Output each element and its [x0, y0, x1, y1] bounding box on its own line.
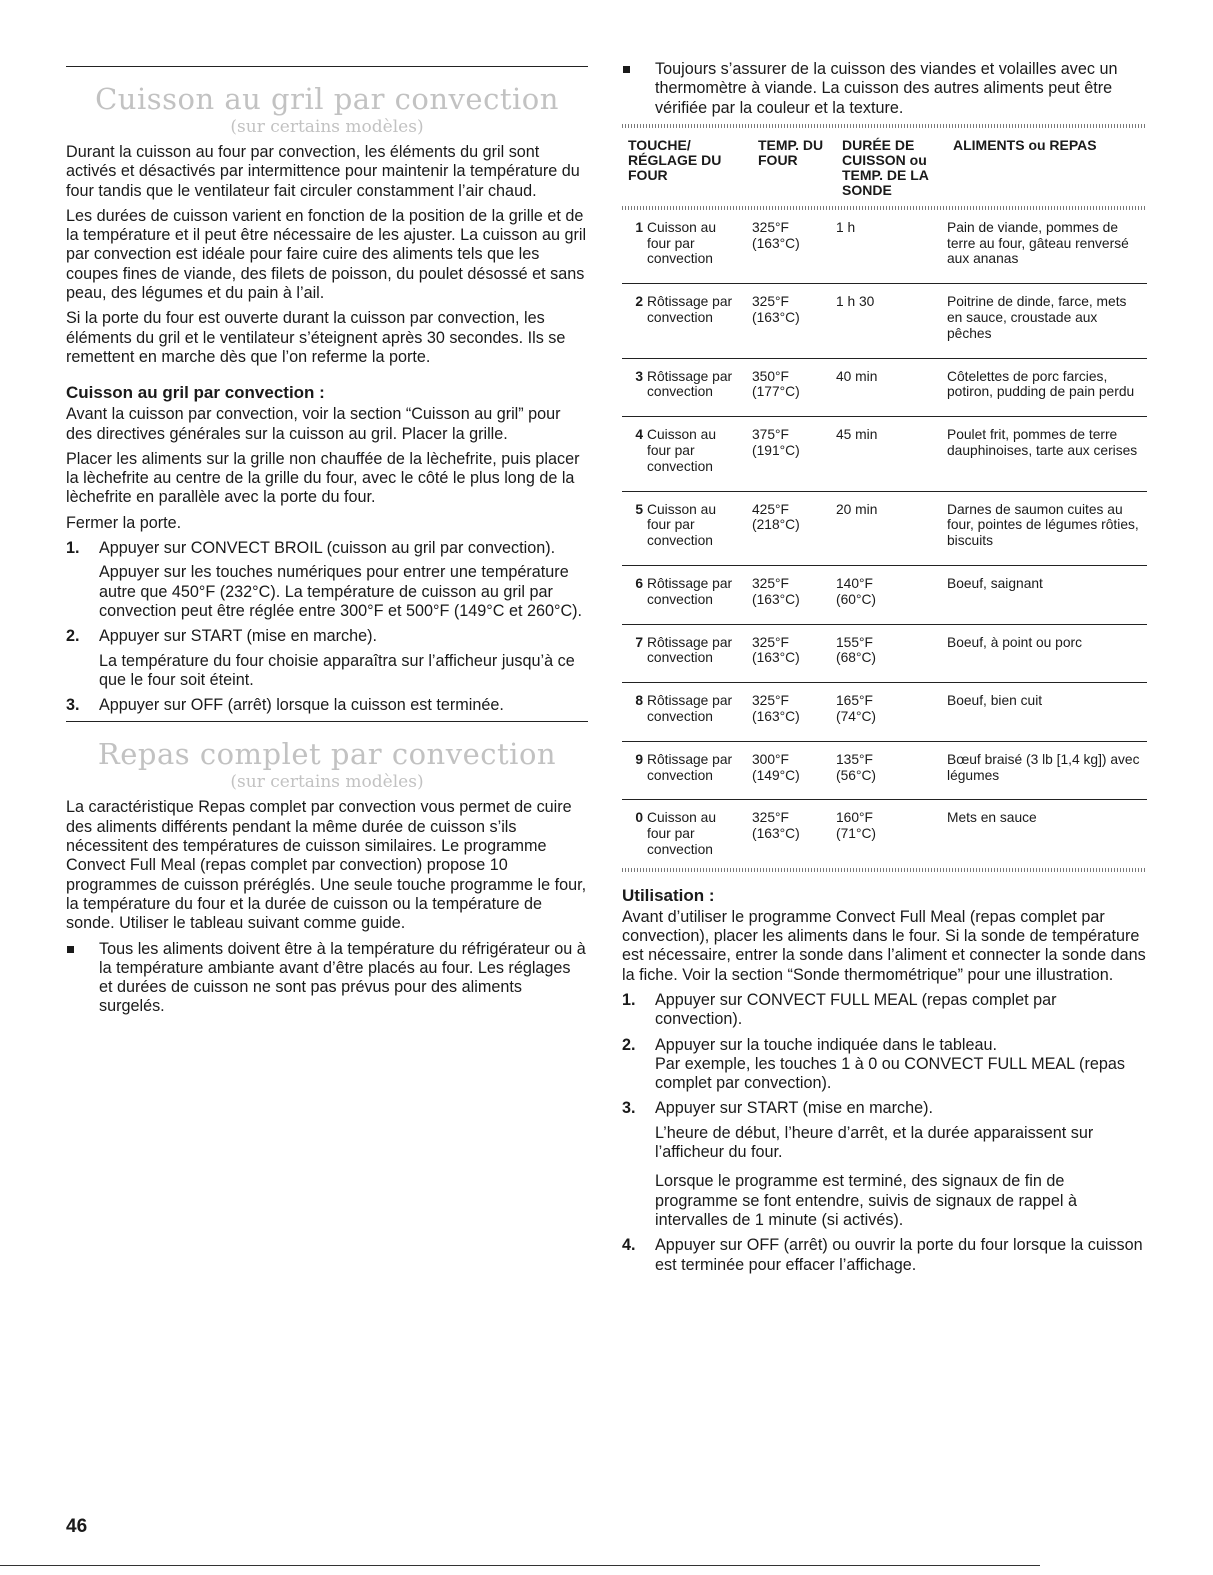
cell-food — [947, 683, 1147, 742]
temp-c: (191°C) — [752, 443, 800, 459]
cell-food — [947, 358, 1147, 417]
temp-f: 425°F — [752, 501, 789, 517]
food-text: Côtelettes de porc farcies, potiron, pudding de pain perdu — [947, 368, 1135, 400]
food-text: Darnes de saumon cuites au four, pointes de légumes rôties, biscuits — [947, 501, 1139, 549]
step-text: Appuyer sur CONVECT FULL MEAL (repas complet par convection). — [655, 991, 1057, 1029]
cell-setting — [622, 417, 752, 491]
duration-value: 140°F — [836, 576, 873, 592]
program-setting: Rôtissage par convection — [647, 751, 733, 783]
paragraph: Les durées de cuisson varient en fonction de la position de la grille et de la température et il peut être nécessaire de les ajuster. La cuisson au gril par convection est idéale pour faire cuire des aliments tels que les coupes fines de viande, des filets de poisson, du poulet désossé et sans peau, des légumes et du pain à l’ail. — [66, 206, 587, 303]
temp-f: 325°F — [752, 810, 789, 826]
paragraph: Avant la cuisson par convection, voir la section “Cuisson au gril” pour des directives générales sur la cuisson au gril. Placer la grille. — [66, 405, 561, 443]
program-key: 3 — [635, 368, 643, 384]
temp-c: (163°C) — [752, 709, 800, 725]
program-setting: Rôtissage par convection — [647, 693, 733, 725]
cell-setting — [622, 284, 752, 358]
step-item — [66, 627, 588, 690]
section-subtitle: (sur certains modèles) — [230, 117, 424, 137]
step-text: Appuyer sur START (mise en marche). — [655, 1099, 933, 1118]
cell-food — [947, 741, 1147, 800]
paragraph: Placer les aliments sur la grille non chauffée de la lèchefrite, puis placer la lèchefrite au centre de la grille du four, avec le côté le plus long de la lèchefrite en parallèle avec la porte du four. — [66, 449, 580, 507]
section-subtitle: (sur certains modèles) — [230, 772, 424, 793]
broil-steps-list — [66, 539, 588, 715]
duration-value: 1 h 30 — [836, 294, 875, 310]
section-title-convect-broil: Cuisson au gril par convection — [95, 82, 559, 116]
paragraph: Avant d’utiliser le programme Convect Full Meal (repas complet par convection), placer les aliments dans le four. Si la sonde de température est nécessaire, entrer la sonde dans l’aliment et connecter la sonde dans la fiche. Voir la section “Sonde thermométrique” pour une illustration. — [622, 907, 1146, 984]
usage-steps-list — [622, 991, 1147, 1275]
step-detail: Appuyer sur les touches numériques pour entrer une température autre que 450°F (232°C). La température de cuisson au gril par convection peut être réglée entre 300°F et 500°F (149°C et 260°C). — [99, 563, 583, 620]
bullet-item — [66, 940, 588, 1017]
temp-c: (218°C) — [752, 517, 800, 533]
duration-value: 40 min — [836, 368, 878, 384]
temp-f: 325°F — [752, 576, 789, 592]
temp-c: (163°C) — [752, 310, 800, 326]
duration-value: 20 min — [836, 501, 878, 517]
duration-celsius: (68°C) — [836, 650, 877, 666]
program-key: 8 — [635, 693, 643, 709]
column-header: ALIMENTS ou REPAS — [953, 136, 1097, 153]
cell-food — [947, 624, 1147, 683]
paragraph: Durant la cuisson au four par convection, les éléments du gril sont activés et désactivés par intermittence pour maintenir la température du four tandis que le ventilateur fait circuler constamment l’air chaud. — [66, 143, 580, 200]
program-key: 9 — [635, 751, 643, 767]
temp-f: 325°F — [752, 219, 789, 235]
step-number: 1. — [66, 539, 80, 558]
step-number: 3. — [66, 696, 80, 715]
temp-f: 325°F — [752, 693, 789, 709]
food-text: Boeuf, à point ou porc — [947, 634, 1082, 650]
paragraph: Si la porte du four est ouverte durant la cuisson par convection, les éléments du gril et le ventilateur s’éteignent après 30 secondes. Ils se remettent en marche dès que l’on referme la porte. — [66, 309, 566, 366]
table-row — [622, 417, 1147, 491]
food-text: Pain de viande, pommes de terre au four, gâteau renversé aux ananas — [947, 219, 1129, 267]
food-text: Boeuf, bien cuit — [947, 693, 1043, 709]
duration-celsius: (71°C) — [836, 826, 877, 842]
step-item — [66, 696, 588, 715]
step-number: 1. — [622, 991, 636, 1009]
cell-duration — [836, 284, 947, 358]
program-key: 6 — [635, 576, 643, 592]
cell-food — [947, 284, 1147, 358]
bullet-item — [622, 60, 1147, 118]
temp-f: 325°F — [752, 634, 789, 650]
dotted-divider — [622, 868, 1147, 872]
duration-celsius: (56°C) — [836, 767, 877, 783]
cell-duration — [836, 417, 947, 491]
food-text: Boeuf, saignant — [947, 576, 1043, 592]
page-number: 46 — [66, 1516, 88, 1537]
cell-temp — [752, 624, 836, 683]
step-item — [622, 1236, 1147, 1275]
step-detail: Lorsque le programme est terminé, des signaux de fin de programme se font entendre, suivis de signaux de rappel à intervalles de 1 minute (si activés). — [655, 1172, 1078, 1229]
section-title-full-meal: Repas complet par convection — [97, 737, 557, 772]
cell-setting — [622, 683, 752, 742]
cell-duration — [836, 358, 947, 417]
step-detail: La température du four choisie apparaîtra sur l’afficheur jusqu’à ce que le four soit éteint. — [99, 651, 575, 689]
step-detail: Par exemple, les touches 1 à 0 ou CONVECT FULL MEAL (repas complet par convection). — [655, 1054, 1125, 1093]
cell-temp — [752, 800, 836, 866]
cell-temp — [752, 210, 836, 284]
step-item — [622, 1036, 1147, 1094]
program-setting: Cuisson au four par convection — [647, 427, 717, 474]
step-text: Appuyer sur START (mise en marche). — [99, 627, 377, 646]
cell-setting — [622, 491, 752, 565]
cell-setting — [622, 741, 752, 800]
subheading-convect-broil: Cuisson au gril par convection : — [66, 383, 325, 403]
cell-duration — [836, 210, 947, 284]
cell-temp — [752, 683, 836, 742]
table-row — [622, 284, 1147, 358]
bullet-text: Tous les aliments doivent être à la température du réfrigérateur ou à la température ambiante avant d’être placés au four. Les réglages et durées de cuisson ne sont pas prévus pour des aliments surgelés. — [99, 939, 586, 1016]
cell-duration — [836, 624, 947, 683]
duration-value: 135°F — [836, 751, 873, 767]
program-key: 5 — [635, 501, 643, 517]
program-key: 7 — [635, 634, 643, 650]
table-row — [622, 358, 1147, 417]
cell-setting — [622, 624, 752, 683]
cell-temp — [752, 566, 836, 625]
program-setting: Cuisson au four par convection — [647, 501, 717, 549]
temp-f: 375°F — [752, 427, 789, 443]
cell-duration — [836, 683, 947, 742]
right-column — [622, 60, 1147, 1281]
temp-c: (163°C) — [752, 826, 800, 842]
step-number: 2. — [66, 627, 80, 646]
food-text: Poitrine de dinde, farce, mets en sauce, croustade aux pêches — [947, 294, 1127, 341]
program-key: 0 — [635, 810, 643, 826]
duration-value: 155°F — [836, 634, 873, 650]
table-row — [622, 683, 1147, 742]
bullet-list — [622, 60, 1147, 118]
program-key: 4 — [635, 427, 643, 443]
column-header: TEMP. DU FOUR — [758, 136, 824, 168]
duration-value: 165°F — [836, 693, 873, 709]
column-header: DURÉE DE CUISSON ou TEMP. DE LA SONDE — [842, 136, 929, 198]
table-row — [622, 566, 1147, 625]
step-text: Appuyer sur CONVECT BROIL (cuisson au gril par convection). — [99, 539, 556, 558]
dotted-divider — [622, 124, 1147, 128]
step-detail: L’heure de début, l’heure d’arrêt, et la durée apparaissent sur l’afficheur du four. — [655, 1123, 1094, 1162]
table-row — [622, 800, 1147, 866]
cell-setting — [622, 800, 752, 866]
table-row — [622, 210, 1147, 284]
program-setting: Rôtissage par convection — [647, 294, 733, 326]
temp-c: (163°C) — [752, 235, 800, 251]
step-text: Appuyer sur OFF (arrêt) ou ouvrir la porte du four lorsque la cuisson est terminée pour effacer l’affichage. — [655, 1236, 1143, 1274]
bullet-list — [66, 940, 588, 1017]
full-meal-program-table — [622, 134, 1147, 866]
table-row — [622, 741, 1147, 800]
temp-f: 325°F — [752, 294, 789, 310]
bullet-square-icon — [623, 66, 630, 73]
temp-f: 350°F — [752, 368, 789, 384]
food-text: Mets en sauce — [947, 810, 1037, 826]
cell-food — [947, 210, 1147, 284]
temp-c: (177°C) — [752, 384, 800, 400]
step-number: 4. — [622, 1236, 636, 1255]
cell-temp — [752, 741, 836, 800]
cell-duration — [836, 491, 947, 565]
cell-temp — [752, 284, 836, 358]
duration-celsius: (74°C) — [836, 709, 877, 725]
section-divider — [66, 721, 588, 722]
step-item — [622, 1099, 1147, 1230]
step-item — [66, 539, 588, 621]
paragraph: Fermer la porte. — [66, 513, 182, 532]
step-text: Appuyer sur OFF (arrêt) lorsque la cuisson est terminée. — [99, 696, 504, 715]
table-body — [622, 210, 1147, 866]
cell-temp — [752, 491, 836, 565]
program-setting: Cuisson au four par convection — [647, 810, 717, 858]
food-text: Poulet frit, pommes de terre dauphinoises, tarte aux cerises — [947, 427, 1138, 459]
program-key: 2 — [635, 294, 643, 310]
bullet-text: Toujours s’assurer de la cuisson des viandes et volailles avec un thermomètre à viande. La cuisson des autres aliments peut être vérifiée par la couleur et la texture. — [655, 60, 1118, 117]
duration-value: 45 min — [836, 427, 878, 443]
program-setting: Rôtissage par convection — [647, 634, 733, 666]
cell-setting — [622, 566, 752, 625]
program-setting: Cuisson au four par convection — [647, 219, 717, 267]
left-column — [66, 66, 588, 1023]
cell-setting — [622, 210, 752, 284]
duration-value: 1 h — [836, 219, 856, 235]
program-setting: Rôtissage par convection — [647, 368, 733, 400]
step-item — [622, 991, 1147, 1030]
cell-food — [947, 417, 1147, 491]
cell-food — [947, 491, 1147, 565]
cell-setting — [622, 358, 752, 417]
duration-celsius: (60°C) — [836, 591, 877, 607]
cell-duration — [836, 566, 947, 625]
column-header: TOUCHE/ RÉGLAGE DU FOUR — [628, 136, 722, 183]
cell-duration — [836, 741, 947, 800]
cell-temp — [752, 417, 836, 491]
temp-c: (149°C) — [752, 767, 800, 783]
step-text: Appuyer sur la touche indiquée dans le tableau. — [655, 1035, 997, 1054]
table-header-row — [622, 134, 1147, 202]
cell-food — [947, 800, 1147, 866]
step-number: 2. — [622, 1035, 636, 1054]
page-bottom-rule — [0, 1565, 1040, 1566]
table-row — [622, 624, 1147, 683]
cell-temp — [752, 358, 836, 417]
cell-duration — [836, 800, 947, 866]
table-row — [622, 491, 1147, 565]
paragraph: La caractéristique Repas complet par convection vous permet de cuire des aliments différents pendant la même durée de cuisson s’ils nécessitent des températures de cuisson similaires. Le programme Convect Full Meal (repas complet par convection) propose 10 programmes de cuisson préréglés. Une seule touche programme le four, la température du four et la durée de cuisson ou la température de sonde. Utiliser le tableau suivant comme guide. — [66, 798, 587, 933]
duration-value: 160°F — [836, 810, 873, 826]
bullet-square-icon — [67, 946, 74, 953]
temp-f: 300°F — [752, 751, 789, 767]
temp-c: (163°C) — [752, 591, 800, 607]
food-text: Bœuf braisé (3 lb [1,4 kg]) avec légumes — [947, 751, 1140, 783]
program-key: 1 — [635, 219, 643, 235]
program-setting: Rôtissage par convection — [647, 576, 733, 607]
cell-food — [947, 566, 1147, 625]
subheading-usage: Utilisation : — [622, 885, 715, 905]
section-divider — [66, 66, 588, 67]
temp-c: (163°C) — [752, 650, 800, 666]
step-number: 3. — [622, 1099, 636, 1118]
